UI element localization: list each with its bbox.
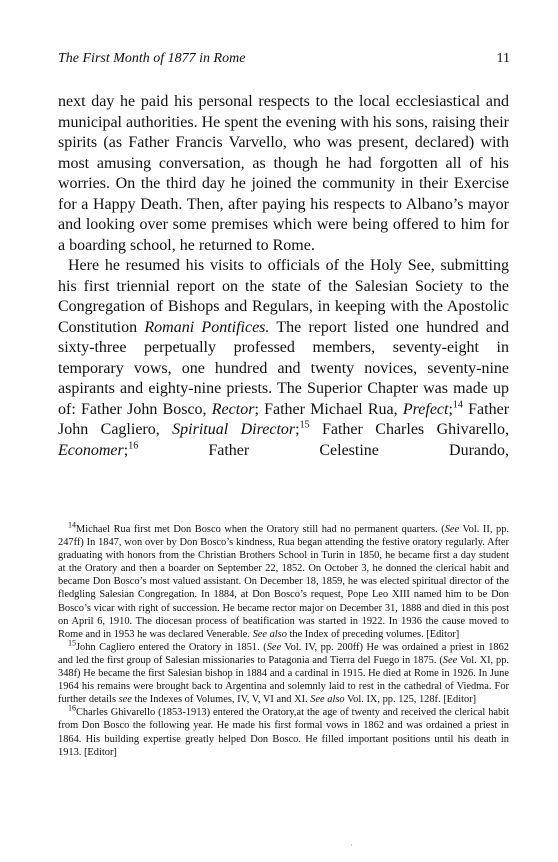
see-ref: See [442, 654, 458, 666]
footnote-text: Vol. XI, pp. 348f) He became the first Salesian bishop in 1884 and a cardinal in 1915. He died at Rome in 1926. In June 1964 his remains were brought back to Argentina and solemnly laid to rest in the cathedral of Viedma. For further details [58, 654, 509, 706]
main-text [58, 92, 509, 461]
footnote-text: the Indexes of Volumes, IV, V, VI and XI. [131, 694, 311, 706]
rector-title: Rector [211, 400, 255, 418]
p2-text-e: Father John Cagliero, [58, 400, 510, 438]
running-head: The First Month of 1877 in Rome [58, 51, 246, 66]
footnote-ref-15: 15 [299, 419, 310, 431]
paragraph-1: next day he paid his personal respects to the local ecclesiastical and municipal authorities. He spent the evening with his sons, raising their spirits (as Father Francis Varvello, who was present, declared) with most amusing conversation, as though he had forgotten all of his worries. On the third day he joined the community in their Exercise for a Happy Death. Then, after paying his respects to Albano’s mayor and looking over some premises which were being offered to him for a boarding school, he returned to Rome. [58, 93, 509, 254]
footnote-ref-16: 16 [128, 440, 139, 452]
footnote-text: Vol. IX, pp. 125, 128f. [Editor] [344, 694, 477, 706]
footnote-text: Michael Rua first met Don Bosco when the Oratory still had no permanent quarters. ( [76, 524, 445, 535]
p2-text-c: The report listed one hundred and sixty-three perpetually professed members, seventy-eight in temporary vows, one hundred and twenty novices, seventy-nine aspirants and eighty-nine priests. The Superior Chapter was made up of: Father John Bosco, [58, 318, 510, 418]
footnote-text: Vol. II, pp. 247ff) In 1847, won over by Don Bosco’s kindness, Rua began attending the festive oratory regularly. After graduating with honors from the Christian Brothers School in Turin in 1850, he became first a day student at the Oratory and then a boarder on September 22, 1852. On October 3, he donned the clerical habit and became Don Bosco’s most valued assistant. On December 18, 1859, he was elected spiritual director of the fledgling Salesian Congregation. In 1884, at Don Bosco’s request, Pope Leo XIII named him to be Don Bosco’s vicar with right of succession. He became rector major on December 31, 1888 and died in this post on April 6, 1910. The diocesan process of beatification was started in 1922. In 1936 the cause moved to Rome and in 1953 he was declared Venerable. [58, 524, 509, 640]
page-header [58, 51, 510, 67]
see-ref: See [444, 524, 460, 535]
prefect-title: Prefect [402, 400, 449, 418]
footnote-ref-14: 14 [452, 399, 463, 411]
footnote-text: Vol. IV, pp. 200ff) He was ordained a priest in 1862 and led the first group of Salesian missionaries to Patagonia and Tierra del Fuego in 1875. ( [58, 641, 509, 666]
footnote-number: 14 [68, 520, 76, 530]
footnotes [58, 520, 509, 759]
footnote-text: John Cagliero entered the Oratory in 1851. ( [76, 641, 267, 653]
scan-mark: · [350, 840, 353, 850]
footnote-number: 16 [68, 703, 76, 713]
footnote-text: the Index of preceding volumes. [Editor] [286, 628, 460, 640]
page-number: 11 [496, 51, 510, 66]
economer-title: Economer [58, 441, 124, 459]
p2-text-g: Father Celestine Durando, [138, 441, 509, 459]
see-also-ref: See also [310, 694, 345, 706]
footnote-14 [58, 520, 509, 641]
see-ref: see [118, 694, 132, 706]
see-also-ref: See also [252, 628, 287, 640]
footnote-15 [58, 638, 509, 706]
see-ref: See [266, 641, 282, 653]
p2-text-a: Here he resumed his visits to officials of the Holy See, submitting his first triennial report on the state of the Salesian Society to the Congregation of Bishops and Regulars, in keeping with the Apostolic Constitution [58, 257, 509, 336]
footnote-16 [58, 703, 509, 758]
paragraph-2: Here he resumed his visits to officials of the Holy See, submitting his first triennial report on the state of the Salesian Society to the Congregation of Bishops and Regulars, in keeping with the Apostolic Constitution Romani Pontifices. The report listed one hundred and sixty-three perpetually professed members, seventy-eight in temporary vows, one hundred and twenty novices, seventy-nine aspirants and eighty-nine priests. The Superior Chapter was made up of: Father John Bosco, Rector; Father Michael Rua, Prefect;$^{14}$ Father John Cagliero, Spiritual Director;$^{15}$ Father Charles Ghivarello, Economer;$^{16}$ Father Celestine Durando, [58, 257, 510, 459]
spiritual-director-title: Spiritual Director [172, 421, 296, 438]
footnote-text: Charles Ghivarello (1853-1913) entered the Oratory,at the age of twenty and received the clerical habit from Don Bosco the following year. He made his first formal vows in 1862 and was ordained a priest in 1864. His building expertise greatly helped Don Bosco. He filled important positions until his death in 1913. [Editor] [58, 707, 509, 758]
footnote-number: 15 [68, 638, 76, 648]
romani-pontifices: Romani Pontifices. [144, 318, 270, 336]
p2-text-f: Father Charles Ghivarello, [309, 421, 509, 438]
p2-text-d: ; Father Michael Rua, [254, 400, 403, 418]
